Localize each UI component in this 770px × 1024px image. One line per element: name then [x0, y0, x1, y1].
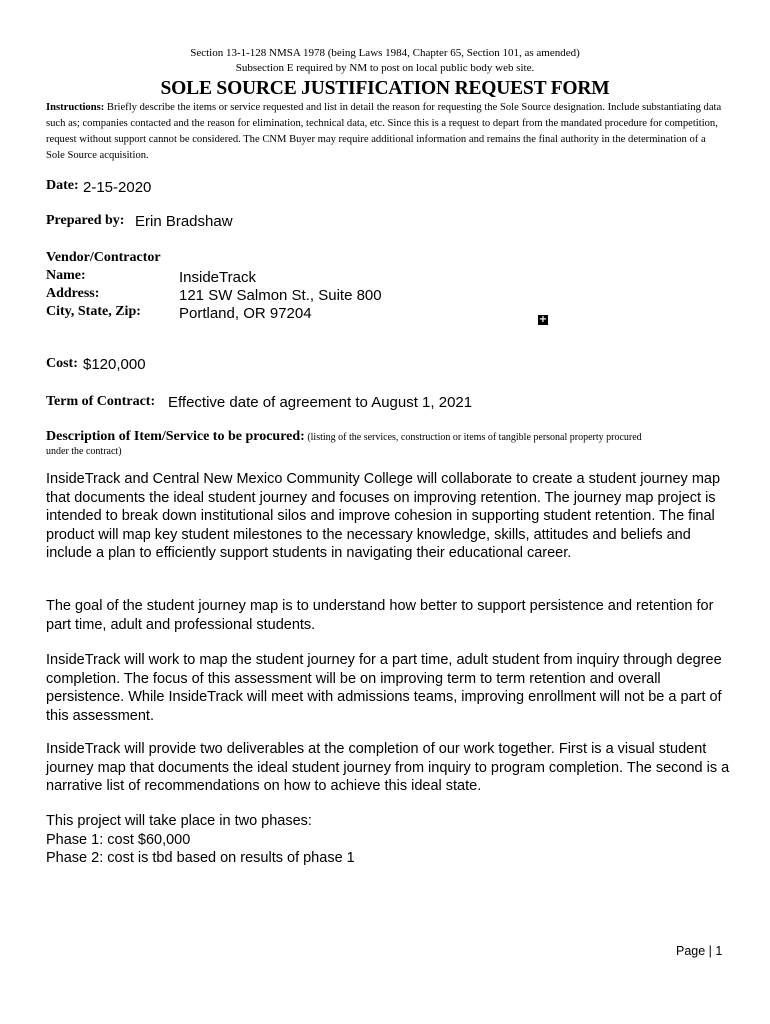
plus-square-icon[interactable]: +: [538, 314, 548, 325]
statute-reference: Section 13-1-128 NMSA 1978 (being Laws 1984, Chapter 65, Section 101, as amended): [190, 47, 580, 59]
date-label: Date:: [46, 178, 79, 193]
phase-1: Phase 1: cost $60,000: [46, 831, 191, 848]
page-number: Page | 1: [676, 944, 723, 958]
description-note: (listing of the services, construction or items of tangible personal property procured: [304, 432, 642, 443]
vendor-city-label: City, State, Zip:: [46, 304, 141, 319]
description-paragraph-2: The goal of the student journey map is to understand how better to support persistence and retention for part time, adult and professional students.: [46, 598, 714, 633]
description-paragraph-4: InsideTrack will provide two deliverables at the completion of our work together. First is a visual student journey map that documents the ideal student journey from inquiry to program completion. The second is a narrative list of recommendations on how to achieve this ideal state.: [46, 741, 730, 794]
instructions-label: Instructions:: [46, 102, 105, 113]
instructions-text: Briefly describe the items or service requested and list in detail the reason for requesting the Sole Source designation. Include substantiating data such as; companies contacted and the reason for elimination, technical data, etc. Since this is a request to depart from the mandated procedure for competition, request without support cannot be considered. The CNM Buyer may require additional information and remains the final authority in the determination of a Sole Source acquisition.: [46, 102, 722, 161]
prepared-by-label: Prepared by:: [46, 213, 125, 228]
instructions: [46, 100, 726, 164]
vendor-city-value: Portland, OR 97204: [179, 305, 312, 322]
vendor-address-value: 121 SW Salmon St., Suite 800: [179, 287, 382, 304]
phases-list: [46, 812, 736, 868]
cost-value: $120,000: [83, 356, 146, 373]
date-value: 2-15-2020: [83, 179, 152, 196]
term-value: Effective date of agreement to August 1, 2021: [168, 394, 473, 411]
phases-intro: This project will take place in two phases:: [46, 813, 312, 829]
form-title: SOLE SOURCE JUSTIFICATION REQUEST FORM: [160, 78, 610, 99]
description-label-line: [46, 429, 642, 445]
description-label: Description of Item/Service to be procured:: [46, 429, 305, 444]
cost-label: Cost:: [46, 356, 78, 371]
vendor-name-value: InsideTrack: [179, 269, 256, 286]
vendor-heading: Vendor/Contractor: [46, 250, 161, 265]
vendor-name-label: Name:: [46, 268, 86, 283]
description-note-continued: under the contract): [46, 446, 122, 457]
vendor-address-label: Address:: [46, 286, 100, 301]
phase-2: Phase 2: cost is tbd based on results of phase 1: [46, 850, 355, 866]
description-paragraph-3: InsideTrack will work to map the student journey for a part time, adult student from inquiry through degree completion. The focus of this assessment will be on improving term to term retention and overall persistence. While InsideTrack will meet with admissions teams, improving enrollment will not be a part of this assessment.: [46, 652, 722, 724]
description-paragraph-1: InsideTrack and Central New Mexico Community College will collaborate to create a student journey map that documents the ideal student journey and focuses on improving retention. The journey map project is intended to break down institutional silos and improve cohesion in supporting student retention. The final product will map key student milestones to the necessary knowledge, skills, attitudes and beliefs and include a plan to efficiently support students in navigating their educational career.: [46, 471, 721, 561]
posting-requirement: Subsection E required by NM to post on local public body web site.: [235, 62, 535, 74]
prepared-by-value: Erin Bradshaw: [135, 213, 233, 230]
term-label: Term of Contract:: [46, 394, 156, 409]
